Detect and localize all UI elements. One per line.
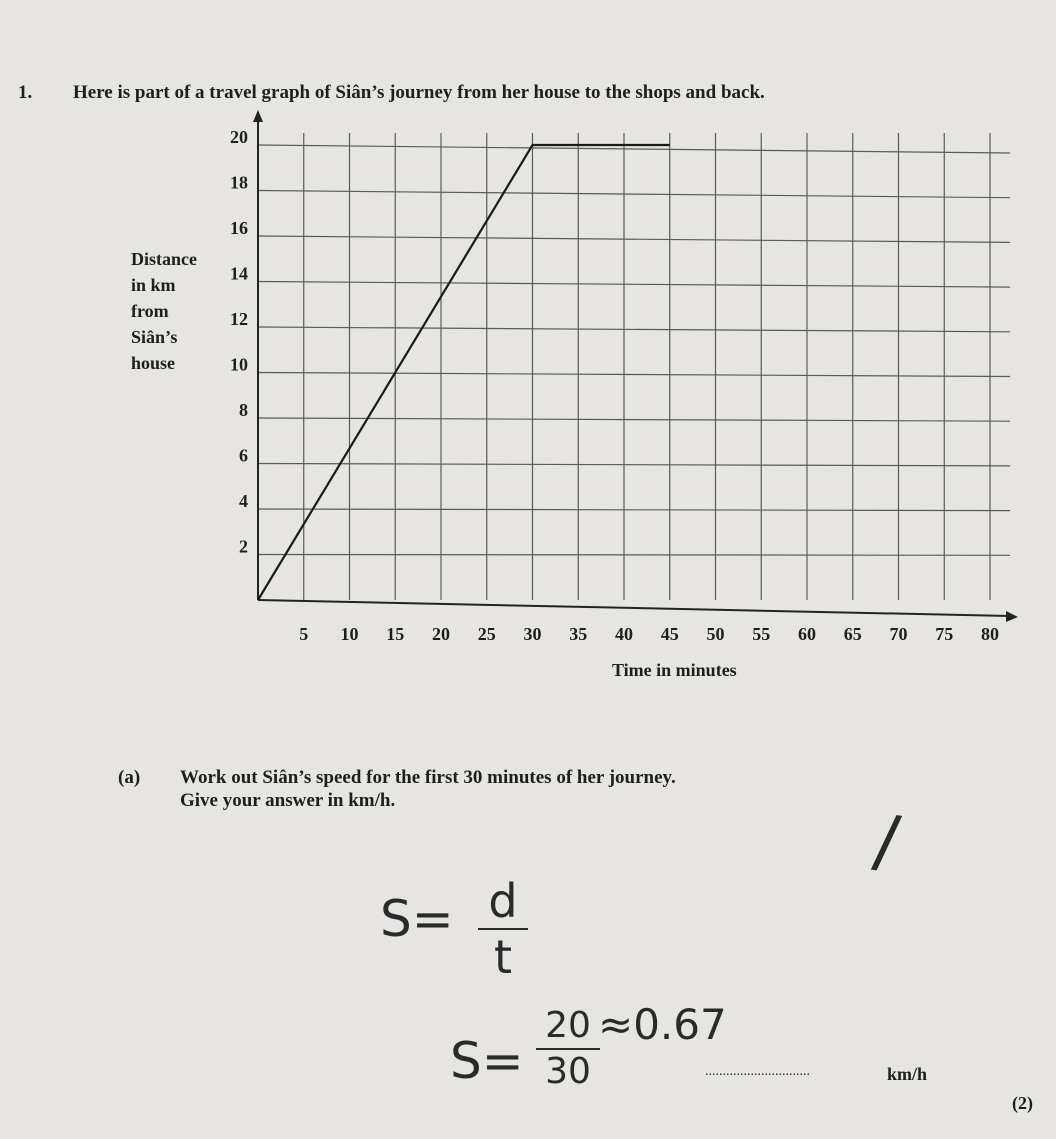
calc-numerator: 20 [545, 1005, 591, 1046]
y-label-line: from [131, 301, 169, 321]
y-tick-label: 10 [230, 354, 248, 375]
y-tick-label: 6 [239, 445, 248, 466]
grid-line-horizontal [258, 236, 1010, 242]
question-number: 1. [18, 82, 33, 103]
x-tick-label: 60 [798, 624, 816, 644]
x-tick-label: 5 [299, 624, 309, 644]
y-label-line: house [131, 353, 176, 373]
formula-denominator: t [493, 930, 513, 984]
y-tick-label: 14 [230, 263, 248, 284]
handwritten-tick: / [869, 798, 905, 884]
x-tick-label: 70 [889, 624, 908, 644]
x-axis-arrow-icon [1006, 611, 1018, 622]
formula-numerator: d [488, 874, 518, 928]
grid-line-horizontal [258, 418, 1010, 421]
grid-line-horizontal [258, 509, 1010, 511]
question-text: Here is part of a travel graph of Siân’s journey from her house to the shops and back. [73, 82, 765, 103]
grid-line-horizontal [258, 555, 1010, 556]
x-tick-label: 55 [752, 624, 771, 644]
y-tick-label: 2 [239, 536, 248, 557]
part-a-line2: Give your answer in km/h. [180, 790, 396, 811]
x-tick-label: 65 [843, 624, 862, 644]
y-tick-label: 16 [230, 218, 248, 238]
calc-denominator: 30 [545, 1051, 591, 1092]
x-tick-label: 40 [615, 624, 633, 644]
y-tick-label: 4 [239, 491, 248, 511]
handwritten-formula-fraction [478, 874, 528, 984]
part-a-line1: Work out Siân’s speed for the first 30 minutes of her journey. [180, 767, 676, 788]
y-label-line: Siân’s [131, 327, 178, 347]
part-a-label: (a) [118, 767, 141, 788]
y-axis-arrow-icon [253, 110, 263, 122]
x-tick-label: 30 [523, 624, 542, 644]
answer-line: .............................. [705, 1064, 810, 1079]
x-tick-label: 80 [981, 624, 999, 644]
x-tick-label: 10 [340, 624, 359, 644]
x-tick-label: 50 [706, 624, 725, 644]
handwritten-calc-lhs: S= [450, 1032, 524, 1090]
x-tick-label: 35 [569, 624, 588, 644]
y-label-line: Distance [131, 249, 197, 269]
grid-line-horizontal [258, 373, 1010, 377]
grid-line-horizontal [258, 327, 1010, 332]
grid-line-horizontal [258, 282, 1010, 288]
answer-unit: km/h [887, 1064, 928, 1084]
handwritten-calc-fraction [536, 1005, 600, 1092]
handwritten-formula-lhs: S= [380, 890, 454, 948]
x-tick-label: 20 [432, 624, 450, 644]
grid-line-horizontal [258, 464, 1010, 466]
grid-line-horizontal [258, 145, 1010, 153]
x-tick-label: 75 [935, 624, 954, 644]
y-tick-label: 18 [230, 172, 248, 193]
x-axis-label: Time in minutes [612, 660, 737, 680]
x-tick-label: 25 [477, 624, 496, 644]
x-tick-label: 15 [386, 624, 405, 644]
y-tick-label: 8 [239, 400, 248, 420]
y-tick-label: 12 [230, 309, 248, 329]
y-label-line: in km [131, 275, 176, 295]
x-tick-label: 45 [660, 624, 679, 644]
grid-line-horizontal [258, 191, 1010, 198]
y-tick-label: 20 [230, 127, 248, 147]
marks-label: (2) [1012, 1093, 1033, 1113]
handwritten-calc-result: ≈0.67 [598, 1000, 727, 1049]
x-axis [258, 600, 1010, 616]
